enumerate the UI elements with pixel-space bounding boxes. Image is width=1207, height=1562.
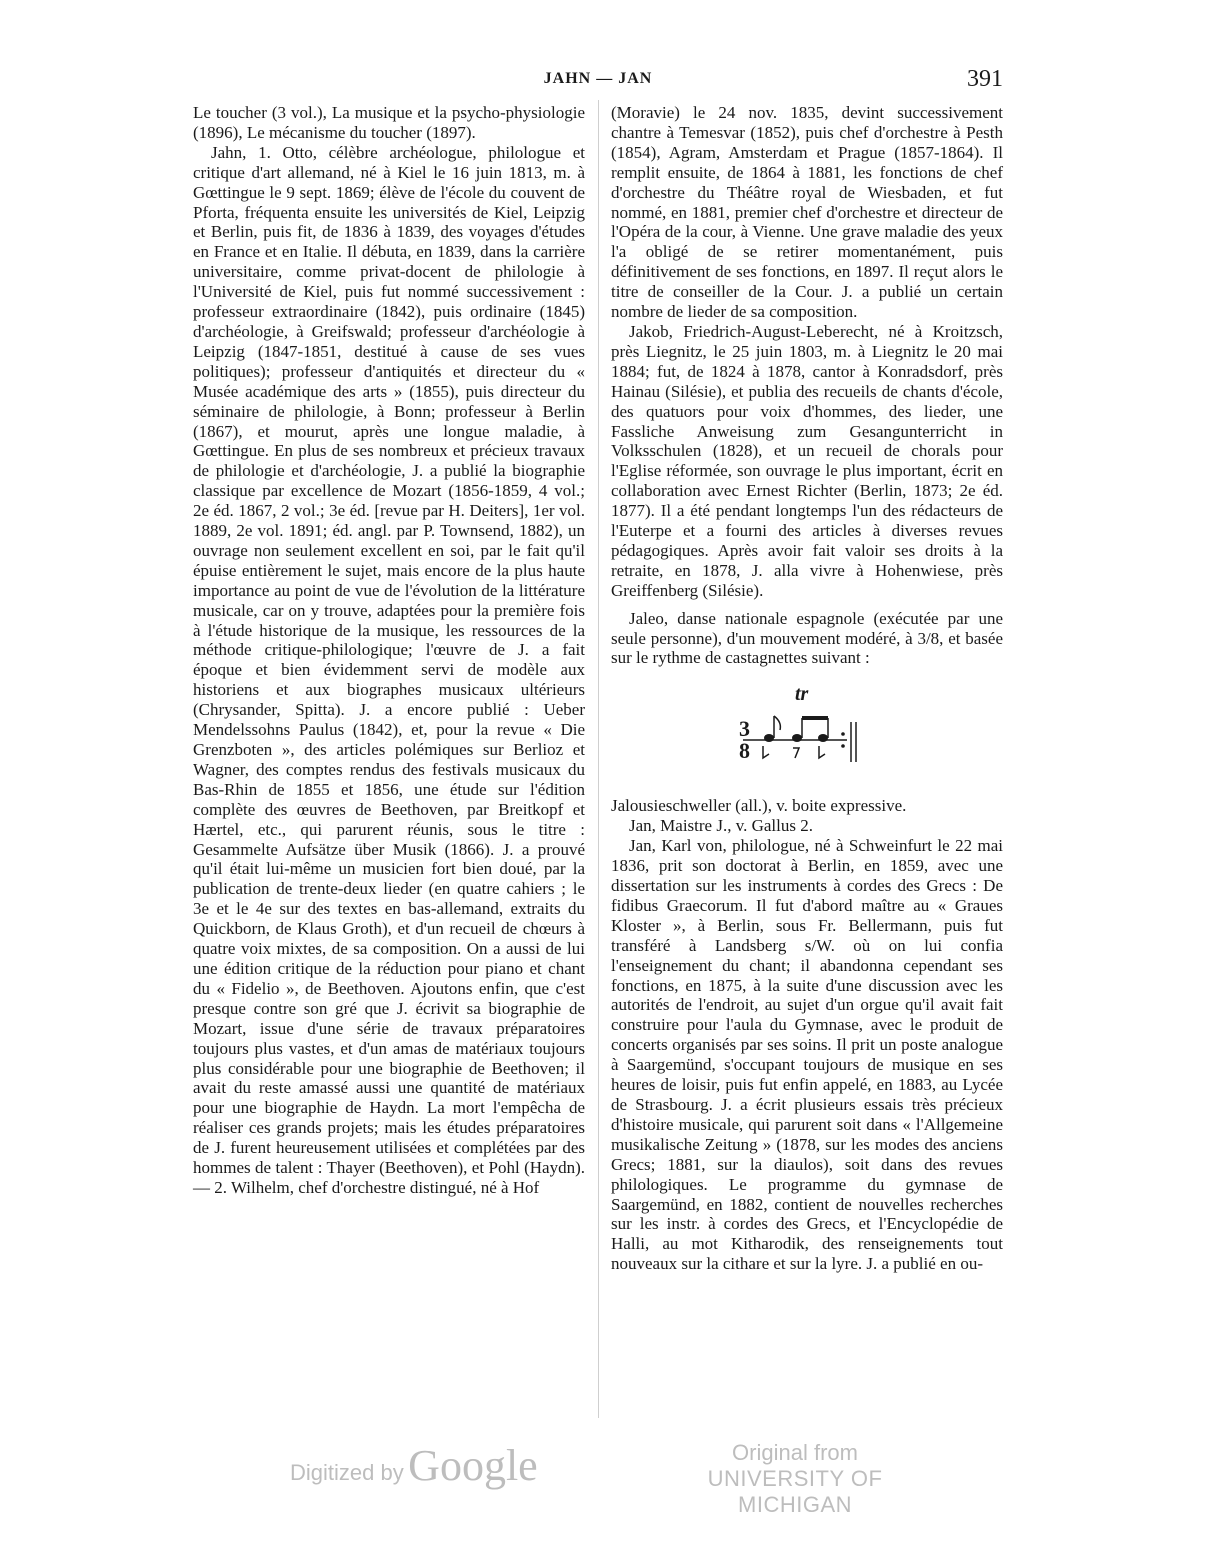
digitization-footer: [0, 1440, 1207, 1517]
entry-jahn: Jahn, 1. Otto, célèbre archéologue, philologue et critique d'art allemand, né à Kiel le 16 juin 1813, m. à Gœttingue le 9 sept. 1869; élève de l'école du couvent de Pforta, fréquenta ensuite les universités de Kiel, Leipzig et Berlin, puis fit, de 1836 à 1839, des voyages d'études en France et en Italie. Il débuta, en 1839, dans la carrière universitaire, comme privat-docent de philologie à l'Université de Kiel, puis fut nommé successivement : professeur extraordinaire (1842), puis ordinaire (1845) d'archéologie, à Greifswald; professeur d'archéologie à Leipzig (1847-1851, destitué à cause de ses vues politiques); professeur d'antiquités et directeur du « Musée académique des arts » (1855), puis directeur du séminaire de philologie, à Bonn; professeur à Berlin (1867), et mourut, après une longue maladie, à Gœttingue. En plus de ses nombreux et précieux travaux de philologie et d'archéologie, J. a publié la biographie classique par excellence de Mozart (1856-1859, 4 vol.; 2e éd. 1867, 2 vol.; 3e éd. [revue par H. Deiters], 1er vol. 1889, 2e vol. 1891; éd. angl. par P. Townsend, 1882), un ouvrage non seulement excellent en soi, par le fait qu'il épuise entièrement le sujet, mais encore de la plus haute importance au point de vue de l'évolution de la littérature musicale, car on y trouve, adaptées pour la première fois à l'étude historique de la musique, les ressources de la méthode critique-philologique; l'œuvre de J. a fait époque et bien évidemment servi de modèle aux historiens et aux biographes musicaux ultérieurs (Chrysander, Spitta). J. a encore publié : Ueber Mendelssohns Paulus (1842), et, pour la revue « Die Grenzboten », des articles polémiques sur Berlioz et Wagner, des comptes rendus des festivals musicaux du Bas-Rhin de 1855 et 1856, une étude sur l'édition complète des œuvres de Beethoven, par Breitkopf et Hærtel, etc., qui parurent réunis, sous le titre : Gesammelte Aufsätze über Musik (1866). J. a prouvé qu'il était lui-même un musicien fort bien doué, par la publication de trente-deux lieder (en quatre cahiers ; le 3e et le 4e sur des textes en bas-allemand, extraits du Quickborn, de Klaus Groth), et d'un recueil de chœurs à quatre voix mixtes, de sa composition. On a aussi de lui une édition critique de la réduction pour piano et chant du « Fidelio », de Beethoven. Ajoutons enfin, que c'est presque contre son gré que J. écrivit sa biographie de Mozart, issue d'une série de travaux préparatoires toujours plus vastes, et d'un amas de matériaux toujours plus considérable pour une biographie de Beethoven; il avait du reste amassé aussi une quantité de matériaux pour une biographie de Haydn. La mort l'empêcha de réaliser ces grands projets; mais les études préparatoires de J. furent heureusement utilisées et complétées par des hommes de talent : Thayer (Beethoven), et Pohl (Haydn). — 2. Wilhelm, chef d'orchestre distingué, né à Hof: [193, 142, 585, 1197]
repeat-dot-top: [841, 733, 845, 737]
right-column: [611, 103, 1003, 1274]
note-1: [764, 734, 774, 742]
note-2: [792, 734, 802, 742]
university-name: UNIVERSITY OF MICHIGAN: [707, 1466, 883, 1517]
original-source-watermark: [670, 1440, 920, 1518]
music-notation-figure: [731, 672, 881, 782]
note-3: [818, 734, 828, 742]
lower-note-1: [763, 746, 769, 758]
entry-jan-karl: Jan, Karl von, philologue, né à Schweinfurt le 22 mai 1836, prit son doctorat à Berlin, en 1859, avec une dissertation sur les instruments à cordes des Grecs : De fidibus Graecorum. Il fut d'abord maître au « Graues Kloster », à Berlin, sous Fr. Bellermann, puis fut transféré à Landsberg s/W. où on lui confia l'enseignement du chant; il abandonna cependant ses fonctions, en 1875, à la suite d'une discussion avec les autorités de l'endroit, au sujet d'un orgue qu'il avait fait construire pour l'aula du Gymnase, avec le produit de concerts organisés par ses soins. Il prit un poste analogue à Saargemünd, s'occupant toujours de musique en ses heures de loisir, puis fut enfin appelé, en 1883, au Lycée de Strasbourg. J. a écrit plusieurs essais très précieux d'histoire musicale, qui parurent soit dans « l'Allgemeine musikalische Zeitung » (1878, sur les modes des anciens Grecs; 1881, sur la diaulos), soit dans des revues philologiques. Le programme du gymnase de Saargemünd, en 1882, contient de nouvelles recherches sur les instr. à cordes des Grecs, et l'Encyclopédie de Halli, au mot Kitharodik, des renseignements tout nouveaux sur la cithare et sur la lyre. J. a publié en ou-: [611, 836, 1003, 1274]
trill-mark: tr: [795, 683, 809, 706]
entry-jalousieschweller: Jalousieschweller (all.), v. boite expressive.: [611, 796, 907, 816]
time-signature-bottom: 8: [739, 738, 750, 764]
original-from-label: Original from: [732, 1440, 858, 1465]
entry-jan-maistre: Jan, Maistre J., v. Gallus 2.: [629, 816, 813, 836]
page-header: [193, 68, 1003, 94]
entry-jakob: Jakob, Friedrich-August-Leberecht, né à Kroitzsch, près Liegnitz, le 25 juin 1803, m. à Liegnitz le 20 mai 1884; fut, de 1824 à 1878, cantor à Konradsdorf, près Hainau (Silésie), et publia des recueils de chants d'école, des quatuors pour voix d'hommes, des lieder, une Fassliche Anweisung zum Gesangunterricht in Volksschulen (1828), et un recueil de chorals pour l'Eglise réformée, son ouvrage le plus important, écrit en collaboration avec Ernest Richter (Berlin, 1873; 2e éd. 1877). Il a été pendant longtemps l'un des rédacteurs de l'Euterpe et a fourni des articles à diverses revues pédagogiques. Après avoir fait valoir ses droits à la retraite, en 1878, J. alla vivre à Hohenwiese, près Greiffenberg (Silésie).: [611, 321, 1003, 600]
intro-paragraph: Le toucher (3 vol.), La musique et la psycho-physiologie (1896), Le mécanisme du toucher (1897).: [193, 103, 585, 142]
google-logo-text: Google: [408, 1441, 538, 1490]
entry-jahn-continued: (Moravie) le 24 nov. 1835, devint successivement chantre à Temesvar (1852), puis chef d'orchestre à Pesth (1854), Agram, Amsterdam et Prague (1857-1864). Il remplit ensuite, de 1864 à 1881, les fonctions de chef d'orchestre du Théâtre royal de Wiesbaden, et fut nommé, en 1881, premier chef d'orchestre et directeur de l'Opéra de la cour, à Vienne. Une grave maladie des yeux l'a obligé de se retirer momentanément, puis définitivement de ses fonctions, en 1897. Il reçut alors le titre de conseiller de la Cour. J. a publié un certain nombre de lieder de sa composition.: [611, 103, 1003, 322]
digitized-by-google-watermark: [290, 1440, 538, 1491]
entry-jaleo: Jaleo, danse nationale espagnole (exécutée par une seule personne), d'un mouvement modéré, à 3/8, et basée sur le rythme de castagnettes suivant :: [611, 608, 1003, 668]
time-signature-top: 3: [739, 716, 750, 742]
repeat-dot-bottom: [841, 745, 845, 749]
digitized-prefix: Digitized by: [290, 1460, 404, 1485]
left-column: [193, 103, 585, 1198]
lower-note-2: [819, 746, 825, 758]
column-divider: [598, 100, 599, 1418]
castanet-rhythm-notation: [611, 672, 1003, 790]
rest: [793, 748, 799, 758]
page-number: 391: [967, 66, 1003, 92]
running-head: JAHN — JAN: [543, 70, 653, 87]
note-1-flag: [774, 716, 780, 730]
